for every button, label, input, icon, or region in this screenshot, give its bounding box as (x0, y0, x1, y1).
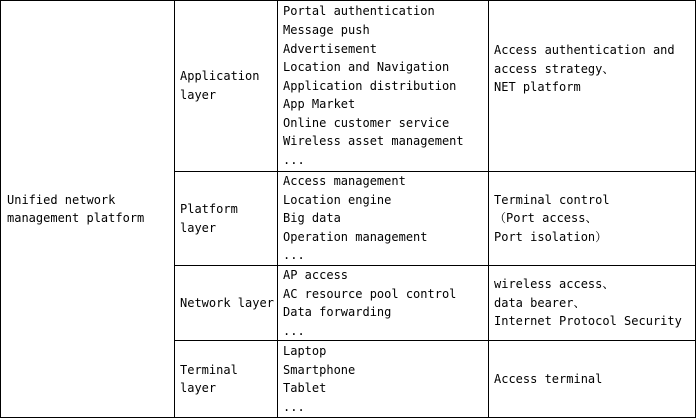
layer-cell-network (175, 266, 278, 341)
list-item: Portal authentication (283, 4, 435, 19)
list-item: Location engine (283, 192, 392, 207)
list-item-ellipsis: ... (283, 248, 305, 263)
function-cell-platform (489, 172, 696, 266)
list-item: App Market (283, 97, 356, 112)
layer-label-line: Network layer (180, 295, 274, 310)
items-cell-network (278, 266, 489, 341)
function-line: data bearer、 (494, 295, 586, 310)
list-item-ellipsis: ... (283, 323, 305, 338)
function-line: Port isolation） (494, 229, 608, 244)
list-item: Message push (283, 22, 370, 37)
function-line: access strategy、 (494, 61, 615, 76)
items-cell-terminal (278, 341, 489, 418)
layer-label-line: layer (180, 88, 217, 102)
function-line: Internet Protocol Security (494, 314, 682, 329)
list-item: Operation management (283, 229, 428, 244)
list-item: Big data (283, 211, 341, 226)
layer-label-line: Terminal (180, 362, 238, 377)
function-line: Terminal control (494, 192, 610, 207)
list-item: AC resource pool control (283, 286, 457, 301)
list-item: Advertisement (283, 41, 377, 56)
layer-label-line: layer (180, 381, 217, 396)
list-item-ellipsis: ... (283, 399, 305, 414)
platform-label-line-2: management platform (7, 211, 145, 226)
platform-label-line-1: Unified network (7, 192, 116, 207)
list-item: Access management (283, 174, 406, 189)
layer-label-line: Application (180, 69, 260, 84)
layer-cell-terminal (175, 341, 278, 418)
list-item: Online customer service (283, 115, 450, 130)
layer-label-line: Platform (180, 201, 238, 216)
function-line: Access terminal (494, 372, 603, 387)
list-item: Data forwarding (283, 305, 392, 320)
items-cell-platform (278, 172, 489, 266)
table-row-application (1, 1, 696, 172)
list-item-ellipsis: ... (283, 153, 305, 168)
function-line: NET platform (494, 80, 581, 95)
function-cell-application (489, 1, 696, 172)
list-item: Tablet (283, 381, 327, 396)
platform-cell (1, 1, 175, 418)
layer-label-line: layer (180, 220, 217, 235)
function-line: wireless access、 (494, 277, 615, 292)
items-cell-application (278, 1, 489, 172)
list-item: Laptop (283, 344, 327, 359)
list-item: Wireless asset management (283, 134, 464, 149)
layer-cell-platform (175, 172, 278, 266)
layer-cell-application (175, 1, 278, 172)
list-item: AP access (283, 268, 349, 282)
list-item: Smartphone (283, 362, 356, 377)
list-item: Location and Navigation (283, 60, 450, 75)
function-line: Access authentication and (494, 43, 675, 57)
function-cell-terminal (489, 341, 696, 418)
function-line: （Port access、 (494, 211, 598, 226)
function-cell-network (489, 266, 696, 341)
list-item: Application distribution (283, 78, 457, 93)
